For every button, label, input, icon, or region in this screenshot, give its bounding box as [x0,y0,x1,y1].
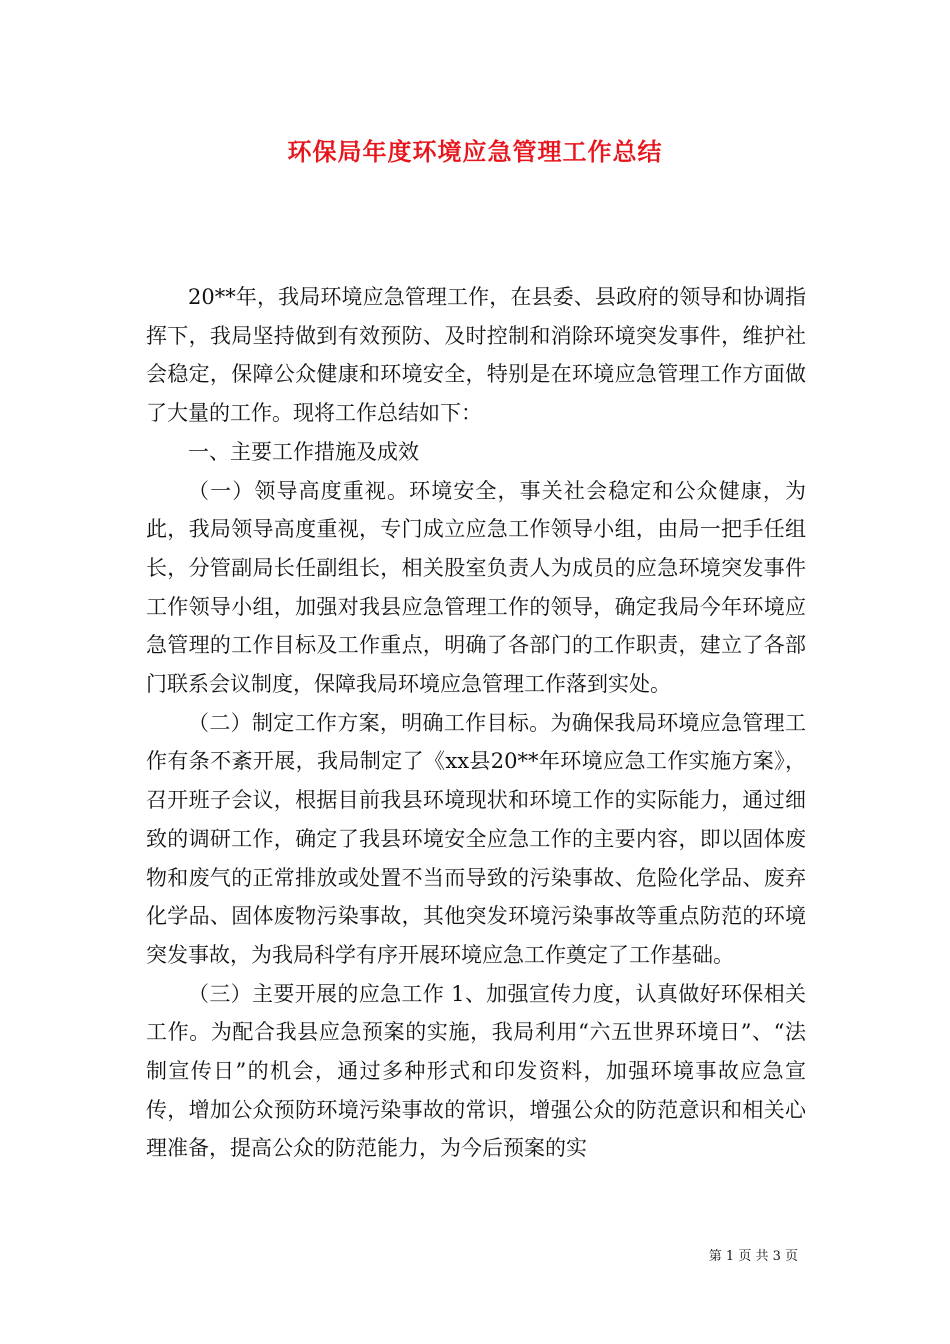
paragraph-work-plan: （二）制定工作方案，明确工作目标。为确保我局环境应急管理工作有条不紊开展，我局制定了《xx县20**年环境应急工作实施方案》，召开班子会议，根据目前我县环境现状和环境工作的实际能力，通过细致的调研工作，确定了我县环境安全应急工作的主要内容，即以固体废物和废气的正常排放或处置不当而导致的污染事故、危险化学品、废弃化学品、固体废物污染事故，其他突发环境污染事故等重点防范的环境突发事故，为我局科学有序开展环境应急工作奠定了工作基础。 [146,710,806,967]
paragraph-leadership: （一）领导高度重视。环境安全，事关社会稳定和公众健康，为此，我局领导高度重视，专门成立应急工作领导小组，由局一把手任组长，分管副局长任副组长，相关股室负责人为成员的应急环境突发事件工作领导小组，加强对我县应急管理工作的领导，确定我局今年环境应急管理的工作目标及工作重点，明确了各部门的工作职责，建立了各部门联系会议制度，保障我局环境应急管理工作落到实处。 [146,478,806,697]
section-heading-1: 一、主要工作措施及成效 [188,439,419,464]
document-body [146,278,806,1168]
page-number: 第 1 页 共 3 页 [708,1249,798,1264]
document-title: 环保局年度环境应急管理工作总结 [287,137,663,166]
paragraph-emergency-work: （三）主要开展的应急工作 1、加强宣传力度，认真做好环保相关工作。为配合我县应急预案的实施，我局利用“六五世界环境日”、“法制宣传日”的机会，通过多种形式和印发资料，加强环境事故应急宣传，增加公众预防环境污染事故的常识，增强公众的防范意识和相关心理准备，提高公众的防范能力，为今后预案的实 [146,981,806,1161]
paragraph-intro: 20**年，我局环境应急管理工作，在县委、县政府的领导和协调指挥下，我局坚持做到有效预防、及时控制和消除环境突发事件，维护社会稳定，保障公众健康和环境安全，特别是在环境应急管理工作方面做了大量的工作。现将工作总结如下： [146,285,806,426]
